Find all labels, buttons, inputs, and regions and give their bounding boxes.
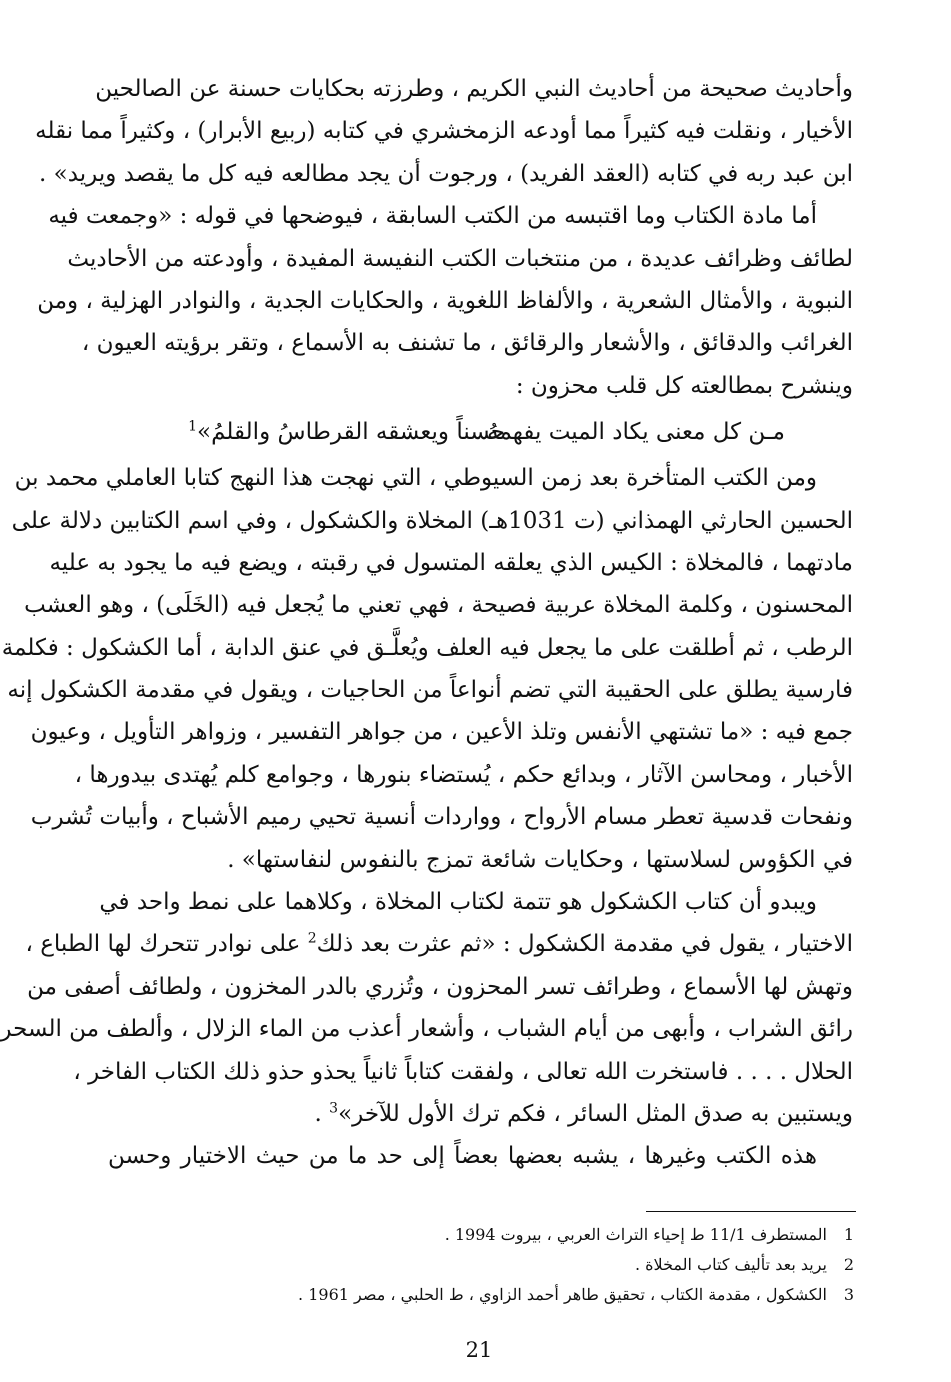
text-line: الأخبار ، ومحاسن الآثار ، وبدائع حكم ، يُستضاء بنورها ، وجوامع كلم يُهتدى بيدورها ، — [74, 761, 853, 788]
text-line: أما مادة الكتاب وما اقتبسه من الكتب السابقة ، فيوضحها في قوله : «وجمعت فيه — [48, 203, 817, 230]
footnote — [110, 1250, 855, 1280]
paragraph — [37, 195, 853, 407]
text-line: وأحاديث صحيحة من أحاديث النبي الكريم ، وطرزته بحكايات حسنة عن الصالحين — [95, 76, 853, 102]
text-line: في الكؤوس لسلاستها ، وحكايات شائعة تمزج بالنفوس لنفاستها» . — [227, 846, 853, 873]
text-line: ومن الكتب المتأخرة بعد زمن السيوطي ، التي نهجت هذا النهج كتابا العاملي محمد بن — [14, 465, 817, 492]
footnote-reference: 3 — [329, 1100, 339, 1117]
paragraph — [35, 68, 853, 195]
text-line: الأخيار ، ونقلت فيه كثيراً مما أودعه الزمخشري في كتابه (ربيع الأبرار) ، وكثيراً مما نقله — [35, 118, 853, 145]
text-segment: . — [314, 1100, 330, 1127]
text-line — [108, 1093, 853, 1135]
footnote-number: 1 — [843, 1225, 855, 1244]
main-text — [0, 68, 853, 1178]
text-line: وينشرح بمطالعته كل قلب محزون : — [515, 372, 853, 399]
verse-first-hemistich: مـن كل معنى يكاد الميت يفهمهُ — [487, 419, 785, 446]
text-line: ابن عبد ربه في كتابه (العقد الفريد) ، ورجوت أن يجد مطالعه فيه كل ما يقصد ويريد» . — [39, 160, 853, 187]
text-line: ونفحات قدسية تعطر مسام الأرواح ، وواردات أنسية تحيي رميم الأشباح ، وأبيات تُشرب — [30, 804, 853, 831]
text-line: الحسين الحارثي الهمذاني (ت 1031هـ) المخلاة والكشكول ، وفي اسم الكتابين دلالة على — [11, 507, 853, 534]
footnote-text: يريد بعد تأليف كتاب المخلاة . — [634, 1255, 827, 1274]
footnote — [110, 1220, 855, 1250]
text-line: الغرائب والدقائق ، والأشعار والرقائق ، ما تشنف به الأسماع ، وتقر برؤيته العيون ، — [81, 330, 853, 357]
verse-second-hemistich — [188, 407, 505, 457]
text-line: وتهش لها الأسماع ، وطرائف تسر المحزون ، وتُزري بالدر المخزون ، ولطائف أصفى من — [27, 973, 853, 1000]
text-line — [25, 923, 853, 965]
text-line: الحلال . . . . فاستخرت الله تعالى ، ولفقت كتاباً ثانياً يحذو حذو ذلك الكتاب الفاخر ، — [73, 1058, 853, 1085]
text-line: رائق الشراب ، وأبهى من أيام الشباب ، وأشعار أعذب من الماء الزلال ، وألطف من السحر — [0, 1016, 853, 1043]
footnotes — [110, 1220, 855, 1310]
text-line: الرطب ، ثم أطلقت على ما يجعل فيه العلف ويُعلَّـق في عنق الدابة ، أما الكشكول : فكلمة — [1, 634, 853, 661]
text-line: جمع فيه : «ما تشتهي الأنفس وتلذ الأعين ، من جواهر التفسير ، وزواهر التأويل ، وعيون — [30, 719, 853, 746]
footnote-separator — [646, 1211, 856, 1212]
paragraph — [0, 881, 853, 1135]
text-line: ويبدو أن كتاب الكشكول هو تتمة لكتاب المخلاة ، وكلاهما على نمط واحد في — [99, 889, 817, 916]
footnote-number: 2 — [843, 1255, 855, 1274]
footnote-reference: 1 — [188, 418, 198, 435]
text-line: هذه الكتب وغيرها ، يشبه بعضها بعضاً إلى حد ما من حيث الاختيار وحسن — [108, 1143, 817, 1170]
text-line: المحسنون ، وكلمة المخلاة عربية فصيحة ، فهي تعني ما يُجعل فيه (الخَلَى) ، وهو العشب — [24, 592, 853, 619]
footnote — [110, 1280, 855, 1310]
text-segment: ويستبين به صدق المثل السائر ، فكم ترك الأول للآخر» — [338, 1100, 853, 1127]
verse-second-hemistich-text: حسناً ويعشقه القرطاسُ والقلمُ» — [197, 419, 505, 446]
paragraph — [108, 1135, 853, 1177]
text-segment: على نوادر تتحرك لها الطباع ، — [25, 931, 308, 958]
text-line: مادتهما ، فالمخلاة : الكيس الذي يعلقه المتسول في رقبته ، ويضع فيه ما يجود به عليه — [49, 549, 853, 576]
page-number: 21 — [465, 1338, 493, 1362]
paragraph — [1, 457, 853, 881]
footnote-text: الكشكول ، مقدمة الكتاب ، تحقيق طاهر أحمد الزاوي ، ط الحلبي ، مصر 1961 . — [298, 1285, 827, 1304]
text-line: فارسية يطلق على الحقيبة التي تضم أنواعاً من الحاجيات ، ويقول في مقدمة الكشكول إنه — [7, 677, 853, 704]
text-line: لطائف وظرائف عديدة ، من منتخبات الكتب النفيسة المفيدة ، وأودعته من الأحاديث — [67, 245, 853, 272]
text-segment: الاختيار ، يقول في مقدمة الكشكول : «ثم عثرت بعد ذلك — [316, 931, 853, 958]
footnote-text: المستطرف 11/1 ط إحياء التراث العربي ، بيروت 1994 . — [444, 1225, 827, 1244]
footnote-number: 3 — [843, 1285, 855, 1304]
footnote-reference: 2 — [307, 930, 317, 947]
text-line: النبوية ، والأمثال الشعرية ، والألفاظ اللغوية ، والحكايات الجدية ، والنوادر الهزلية ، ومن — [37, 287, 853, 314]
poetry-verse — [108, 407, 853, 457]
